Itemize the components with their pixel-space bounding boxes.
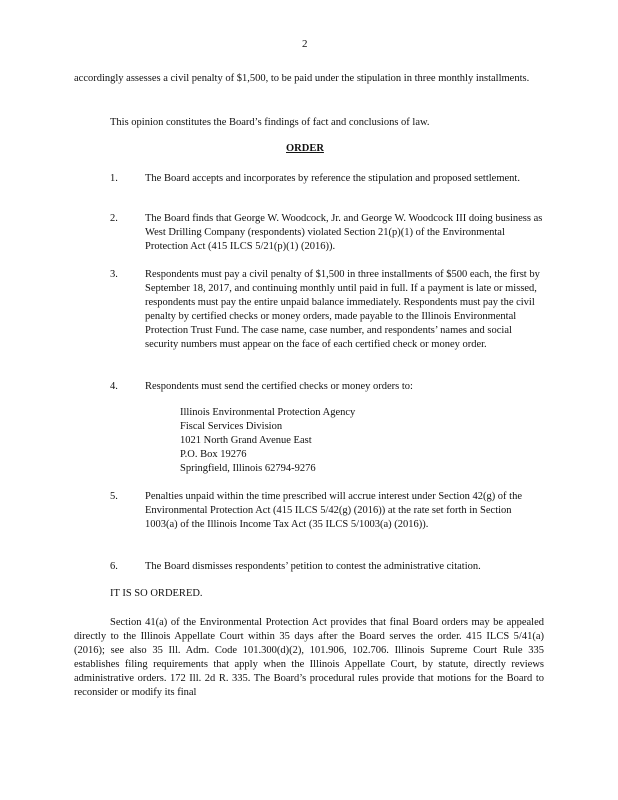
- address-line: Illinois Environmental Protection Agency: [180, 407, 356, 418]
- order-item-number: 1.: [110, 173, 118, 184]
- address-line: P.O. Box 19276: [180, 449, 247, 460]
- appeal-paragraph: Section 41(a) of the Environmental Protection Act provides that final Board orders may be appealed directly to the Illinois Appellate Court within 35 days after the Board serves the order. 415 ILCS 5/41(a) (2016); see also 35 Ill. Adm. Code 101.300(d)(2), 101.906, 102.706. Illinois Supreme Court Rule 335 establishes filing requirements that apply when the Illinois Appellate Court, by statute, directly reviews administrative orders. 172 Ill. 2d R. 335. The Board’s procedural rules provide that motions for the Board to reconsider or modify its final: [74, 617, 544, 698]
- order-item-text: The Board dismisses respondents’ petition to contest the administrative citation.: [145, 561, 481, 572]
- order-item-number: 3.: [110, 269, 118, 280]
- order-item-text: Respondents must pay a civil penalty of $1,500 in three installments of $500 each, the first by September 18, 2017, and continuing monthly until paid in full. If a payment is late or missed, respondents must pay the entire unpaid balance immediately. Respondents must pay the civil penalty by certified checks or money orders, made payable to the Illinois Environmental Protection Trust Fund. The case name, case number, and respondents’ names and social security numbers must appear on the face of each certified check or money order.: [145, 269, 540, 350]
- order-item-text: Penalties unpaid within the time prescribed will accrue interest under Section 42(g) of the Environmental Protection Act (415 ILCS 5/42(g) (2016)) at the rate set forth in Section 1003(a) of the Illinois Income Tax Act (35 ILCS 5/1003(a) (2016)).: [145, 491, 523, 530]
- address-line: 1021 North Grand Avenue East: [180, 435, 312, 446]
- page-number: 2: [302, 38, 308, 50]
- order-heading: ORDER: [286, 143, 324, 154]
- order-item-number: 5.: [110, 491, 118, 502]
- so-ordered: IT IS SO ORDERED.: [110, 588, 203, 599]
- address-line: Fiscal Services Division: [180, 421, 283, 432]
- address-line: Springfield, Illinois 62794-9276: [180, 463, 316, 474]
- intro-paragraph: accordingly assesses a civil penalty of $1,500, to be paid under the stipulation in three monthly installments.: [74, 73, 530, 84]
- order-item-text: Respondents must send the certified checks or money orders to:: [145, 381, 413, 392]
- order-item-number: 6.: [110, 561, 118, 572]
- order-item-number: 2.: [110, 213, 118, 224]
- order-item-text: The Board accepts and incorporates by reference the stipulation and proposed settlement.: [145, 173, 520, 184]
- opinion-statement: This opinion constitutes the Board’s findings of fact and conclusions of law.: [110, 117, 430, 128]
- payment-address: [180, 406, 355, 476]
- order-item-text: The Board finds that George W. Woodcock, Jr. and George W. Woodcock III doing business as West Drilling Company (respondents) violated Section 21(p)(1) of the Environmental Protection Act (415 ILCS 5/21(p)(1) (2016)).: [145, 213, 543, 252]
- order-item-number: 4.: [110, 381, 118, 392]
